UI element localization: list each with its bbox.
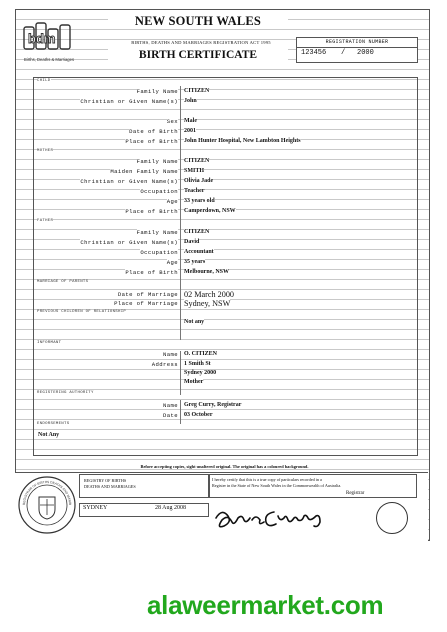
informant-address-label: Address bbox=[151, 361, 178, 368]
section-marriage-heading: MARRIAGE OF PARENTS bbox=[37, 280, 89, 284]
section-registrar-heading: REGISTERING AUTHORITY bbox=[37, 391, 94, 395]
mother-family-name: CITIZEN bbox=[184, 158, 210, 164]
child-given-names: John bbox=[184, 98, 197, 104]
state-title: NEW SOUTH WALES bbox=[108, 14, 288, 29]
marriage-place: Sydney, NSW bbox=[184, 299, 231, 308]
mother-given-names-label: Christian or Given Name(s) bbox=[80, 178, 178, 185]
column-divider-informant bbox=[180, 351, 181, 395]
father-pob-label: Place of Birth bbox=[125, 269, 178, 276]
mother-age: 33 years old bbox=[184, 198, 215, 204]
mother-maiden-label: Maiden Family Name bbox=[110, 168, 178, 175]
informant-name: O. CITIZEN bbox=[184, 351, 218, 357]
endorsements-value: Not Any bbox=[38, 432, 60, 438]
bdm-logo bbox=[22, 19, 82, 67]
marriage-place-label: Place of Marriage bbox=[114, 300, 178, 307]
child-given-names-label: Christian or Given Name(s) bbox=[80, 98, 178, 105]
mother-pob: Camperdown, NSW bbox=[184, 208, 236, 214]
child-family-name: CITIZEN bbox=[184, 88, 210, 94]
mother-occupation: Teacher bbox=[184, 188, 205, 194]
mother-given-names: Olivia Jade bbox=[184, 178, 214, 184]
registration-separator: / bbox=[341, 49, 346, 57]
child-pob: John Hunter Hospital, New Lambton Heights bbox=[184, 138, 301, 144]
father-occupation: Accountant bbox=[184, 249, 214, 255]
certify-line2: Register in the State of New South Wales in the Commonwealth of Australia. bbox=[212, 483, 342, 488]
informant-address-line1: 1 Smith St bbox=[184, 361, 211, 367]
child-pob-label: Place of Birth bbox=[125, 138, 178, 145]
section-father-heading: FATHER bbox=[37, 219, 54, 223]
verification-notice: Before accepting copies, sight unaltered original. The original has a coloured background. bbox=[140, 464, 309, 469]
child-dob-label: Date of Birth bbox=[129, 128, 178, 135]
informant-relationship: Mother bbox=[184, 379, 204, 385]
registration-number: 123456 bbox=[301, 49, 327, 57]
registry-line1: REGISTRY OF BIRTHS bbox=[84, 478, 127, 483]
father-family-name-label: Family Name bbox=[136, 229, 178, 236]
marriage-date-label: Date of Marriage bbox=[117, 291, 178, 298]
mother-age-label: Age bbox=[166, 198, 178, 205]
registration-date-label: Date bbox=[162, 412, 178, 419]
section-endorsements-heading: ENDORSEMENTS bbox=[37, 422, 70, 426]
child-dob: 2001 bbox=[184, 128, 196, 134]
father-family-name: CITIZEN bbox=[184, 229, 210, 235]
section-mother-heading: MOTHER bbox=[37, 149, 54, 153]
registration-date: 03 October bbox=[184, 412, 213, 418]
child-family-name-label: Family Name bbox=[136, 88, 178, 95]
certificate-title: BIRTH CERTIFICATE bbox=[108, 49, 288, 61]
column-divider bbox=[180, 86, 181, 340]
issue-place: SYDNEY bbox=[83, 505, 108, 511]
issue-date: 28 Aug 2008 bbox=[155, 505, 187, 511]
father-occupation-label: Occupation bbox=[140, 249, 178, 256]
father-age-label: Age bbox=[166, 259, 178, 266]
act-title: BIRTHS, DEATHS AND MARRIAGES REGISTRATION ACT 1995 bbox=[104, 40, 298, 45]
seal-text: REGISTRAR OF BIRTHS DEATHS AND MARRI bbox=[21, 479, 73, 506]
registry-line2: DEATHS AND MARRIAGES bbox=[84, 484, 136, 489]
father-given-names: David bbox=[184, 239, 200, 245]
child-sex: Male bbox=[184, 118, 197, 124]
informant-name-label: Name bbox=[162, 351, 178, 358]
child-sex-label: Sex bbox=[166, 118, 178, 125]
watermark-text: alaweermarket.com bbox=[147, 590, 384, 620]
mother-pob-label: Place of Birth bbox=[125, 208, 178, 215]
registration-year: 2000 bbox=[357, 49, 374, 57]
logo-caption: Births, Deaths & Marriages bbox=[24, 57, 75, 62]
father-pob: Melbourne, NSW bbox=[184, 269, 229, 275]
registrar-name: Greg Curry, Registrar bbox=[184, 402, 242, 408]
mother-family-name-label: Family Name bbox=[136, 158, 178, 165]
logo-text: bdm bbox=[28, 31, 56, 46]
father-given-names-label: Christian or Given Name(s) bbox=[80, 239, 178, 246]
mother-occupation-label: Occupation bbox=[140, 188, 178, 195]
marriage-date: 02 March 2000 bbox=[184, 290, 235, 299]
particulars-frame bbox=[33, 77, 418, 456]
section-child-heading: CHILD bbox=[37, 79, 51, 83]
father-age: 35 years bbox=[184, 259, 206, 265]
column-divider-registrar bbox=[180, 400, 181, 424]
certify-line1: I hereby certify that this is a true copy of particulars recorded in a bbox=[212, 477, 322, 482]
registry-stamp bbox=[376, 502, 408, 534]
informant-address-line2: Sydney 2000 bbox=[184, 370, 217, 376]
registrar-signature bbox=[212, 504, 342, 532]
registration-box bbox=[296, 37, 418, 63]
previous-children-value: Not any bbox=[184, 319, 205, 325]
section-informant-heading: INFORMANT bbox=[37, 341, 62, 345]
mother-maiden: SMITH bbox=[184, 168, 205, 174]
registration-label: REGISTRATION NUMBER bbox=[297, 38, 417, 48]
registrar-name-label: Name bbox=[162, 402, 178, 409]
section-previous-children-heading: PREVIOUS CHILDREN OF RELATIONSHIP bbox=[37, 310, 127, 314]
registrar-seal bbox=[17, 475, 77, 535]
registrar-title: Registrar bbox=[346, 491, 365, 496]
